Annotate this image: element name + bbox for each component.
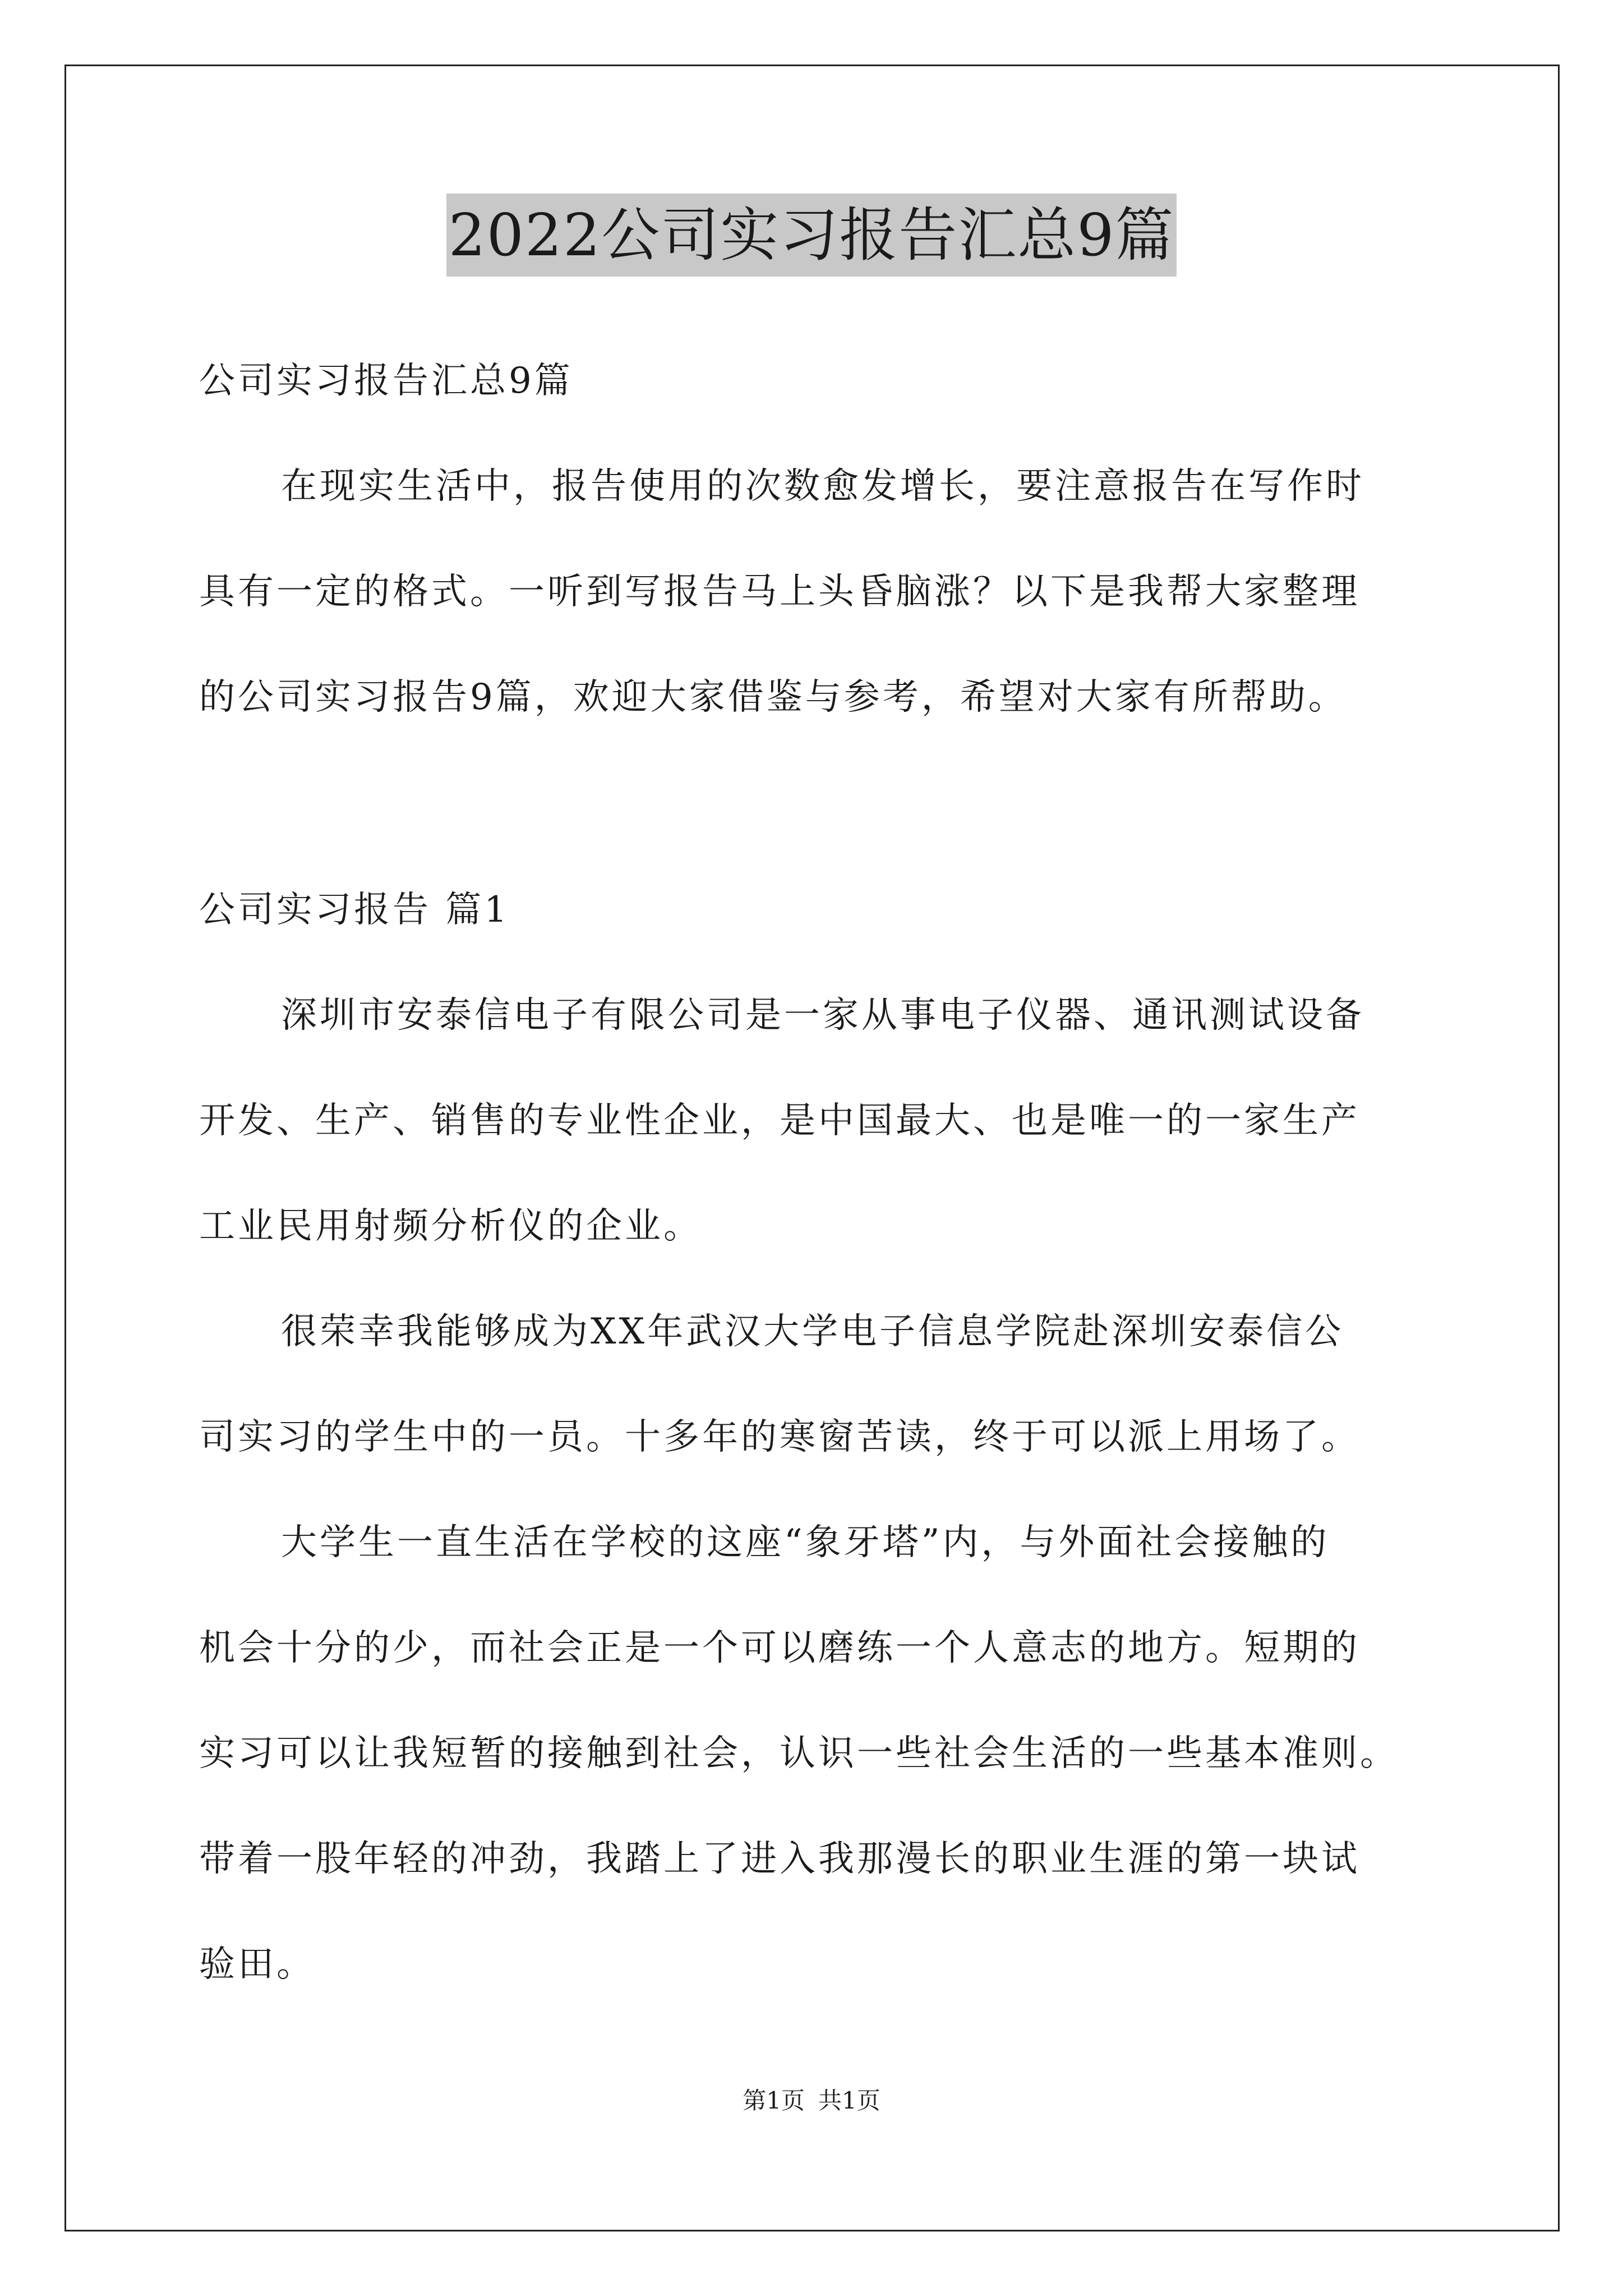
section-heading: 公司实习报告 篇1 bbox=[199, 889, 510, 931]
page-total: 共1页 bbox=[818, 2087, 880, 2114]
intro-line: 的公司实习报告9篇，欢迎大家借鉴与参考，希望对大家有所帮助。 bbox=[199, 677, 1347, 718]
document-subtitle: 公司实习报告汇总9篇 bbox=[199, 360, 573, 402]
page-footer bbox=[0, 2084, 1623, 2118]
document-title: 2022公司实习报告汇总9篇 bbox=[446, 194, 1177, 277]
body-line: 司实习的学生中的一员。十多年的寒窗苦读，终于可以派上用场了。 bbox=[199, 1416, 1360, 1458]
intro-line: 在现实生活中，报告使用的次数愈发增长，要注意报告在写作时 bbox=[281, 466, 1364, 507]
page-number: 第1页 bbox=[743, 2087, 805, 2114]
body-line: 开发、生产、销售的专业性企业，是中国最大、也是唯一的一家生产 bbox=[199, 1100, 1360, 1142]
body-line: 带着一股年轻的冲劲，我踏上了进入我那漫长的职业生涯的第一块试 bbox=[199, 1838, 1360, 1880]
body-line: 工业民用射频分析仪的企业。 bbox=[199, 1205, 702, 1247]
body-line: 很荣幸我能够成为XX年武汉大学电子信息学院赴深圳安泰信公 bbox=[281, 1311, 1344, 1352]
body-line: 验田。 bbox=[199, 1944, 315, 1985]
body-line: 机会十分的少，而社会正是一个可以磨练一个人意志的地方。短期的 bbox=[199, 1627, 1360, 1669]
body-line: 深圳市安泰信电子有限公司是一家从事电子仪器、通讯测试设备 bbox=[281, 995, 1364, 1036]
body-line: 大学生一直生活在学校的这座“象牙塔”内，与外面社会接触的 bbox=[281, 1522, 1330, 1563]
intro-line: 具有一定的格式。一听到写报告马上头昏脑涨？以下是我帮大家整理 bbox=[199, 571, 1360, 613]
title-container bbox=[0, 194, 1623, 277]
body-line: 实习可以让我短暂的接触到社会，认识一些社会生活的一些基本准则。 bbox=[199, 1733, 1399, 1774]
